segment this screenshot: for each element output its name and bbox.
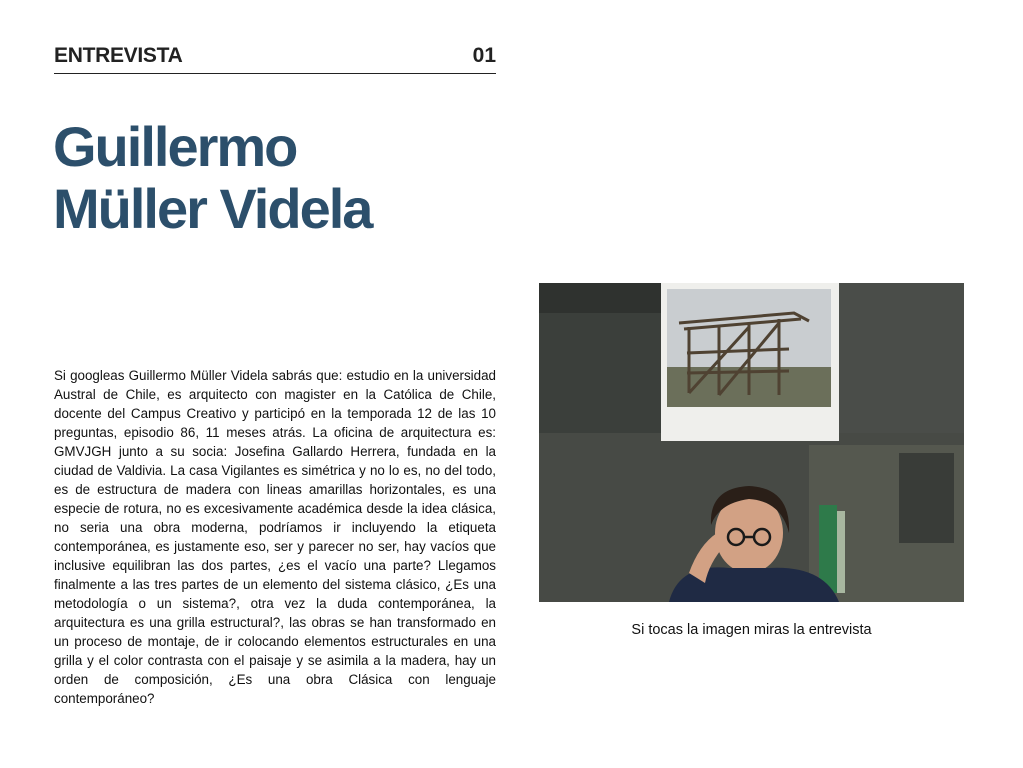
- section-label: ENTREVISTA: [54, 44, 183, 67]
- book-light: [837, 511, 845, 593]
- interview-intro-paragraph: Si googleas Guillermo Müller Videla sabrás que: estudio en la universidad Austral de Chile, es arquitecto con magister en la Católica de Chile, docente del Campus Creativo y participó en la temporada 12 de las 10 preguntas, episodio 86, 11 meses atrás. La oficina de arquitectura es: GMVJGH junto a su socia: Josefina Gallardo Herrera, fundada en la ciudad de Valdivia. La casa Vigilantes es simétrica y no lo es, no del todo, es de estructura de madera con lineas amarillas horizontales, es una especie de rotura, no es excesivamente académica desde la idea clásica, no seria una obra moderna, podríamos ir incluyendo la etiqueta contemporánea, es justamente eso, ser y parecer no ser, hay vacíos que inclusive equilibran las dos partes, ¿es el vacío una parte? Llegamos finalmente a las tres partes de un elemento del sistema clásico, ¿Es una metodología o un sistema?, otra vez la duda contemporánea, la arquitectura es una grilla estructural?, las obras se han transformado en un proceso de montaje, de ir colocando elementos estructurales en una grilla y el color contrasta con el paisaje y se asimila a la madera, hay un orden de composición, ¿Es una obra Clásica con lenguaje contemporáneo?: [54, 368, 496, 706]
- title-line-2: Müller Videla: [53, 177, 372, 240]
- wall-right: [839, 283, 964, 433]
- interview-video-thumbnail[interactable]: [539, 283, 964, 602]
- page-number: 01: [472, 44, 496, 67]
- video-caption: Si tocas la imagen miras la entrevista: [631, 622, 872, 638]
- shelf-shadow: [899, 453, 954, 543]
- section-header: [54, 44, 496, 74]
- title-line-1: Guillermo: [53, 115, 297, 178]
- page-title: [53, 116, 513, 240]
- video-still-image: [539, 283, 964, 602]
